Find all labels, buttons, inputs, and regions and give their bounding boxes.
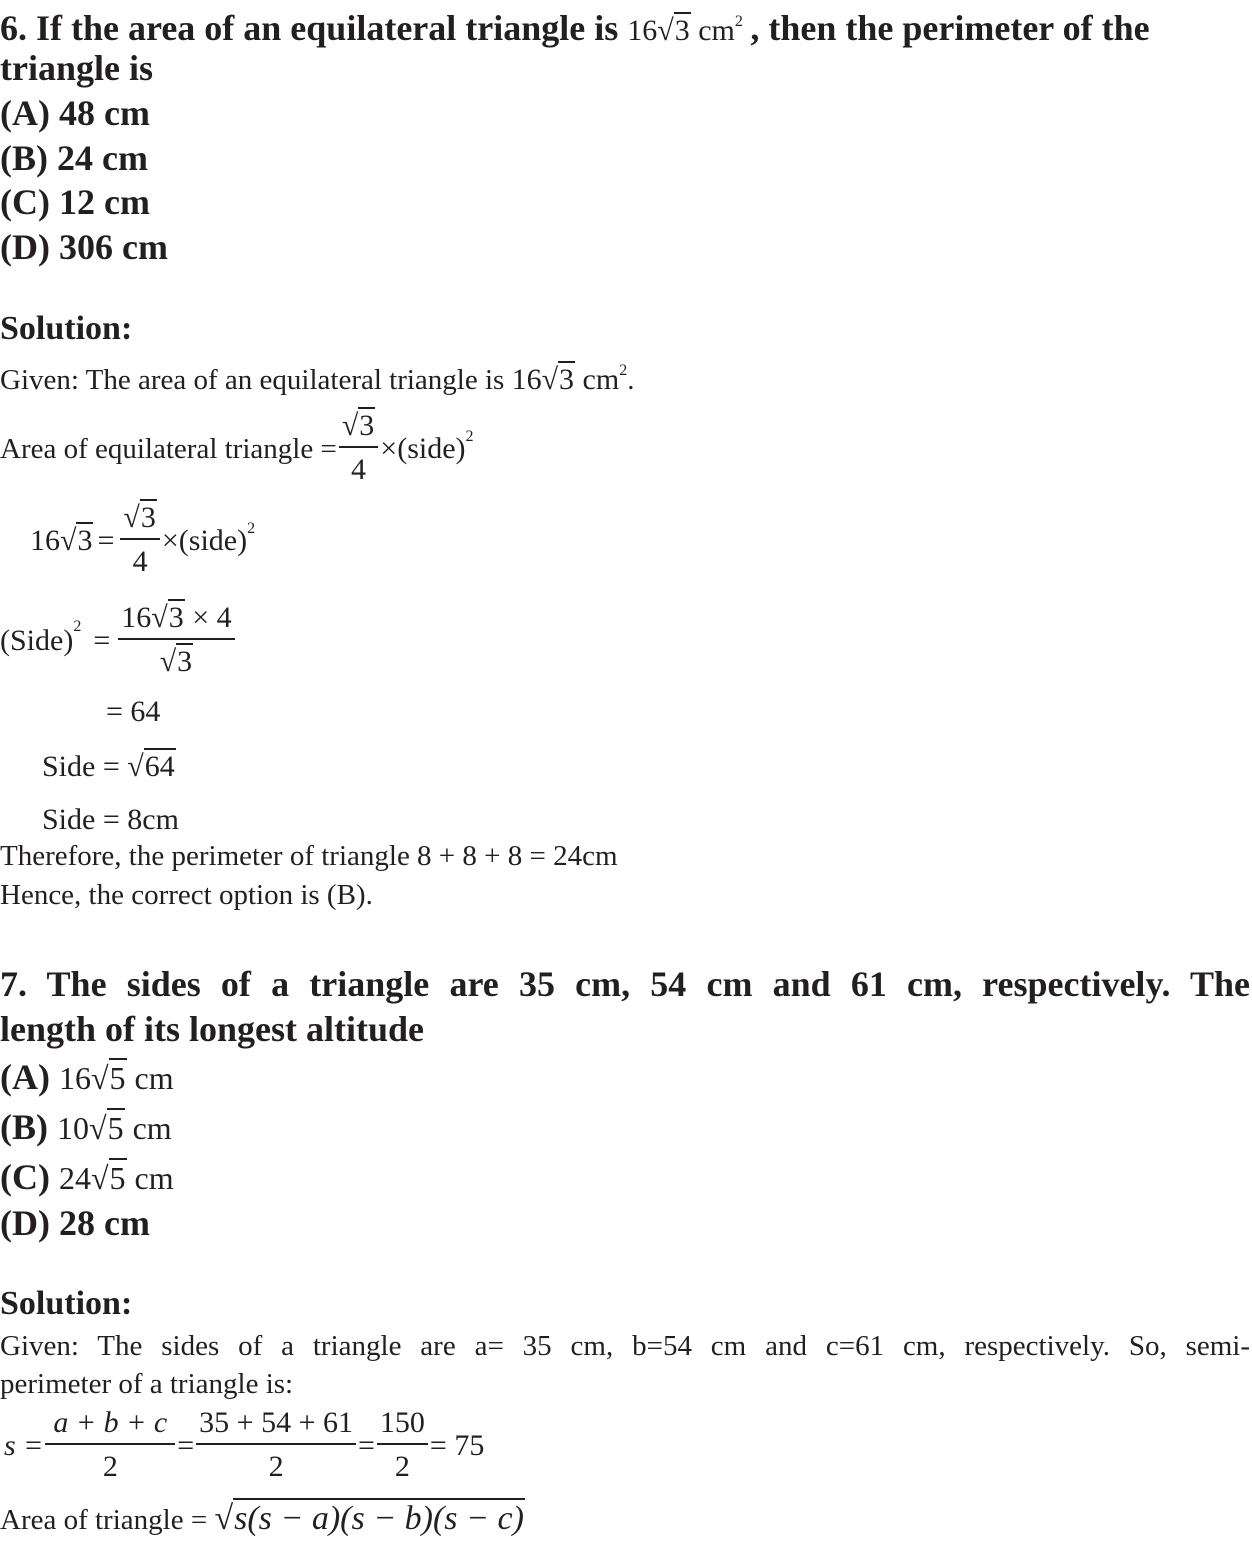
q7-solution-heading: Solution: xyxy=(0,1285,133,1322)
equals-sign: = xyxy=(358,1429,375,1462)
q6-step1 xyxy=(30,500,255,582)
radicand: 5 xyxy=(107,1110,124,1146)
q6-option-c xyxy=(0,180,150,224)
sqrt-icon: √3 xyxy=(541,363,575,396)
numerator xyxy=(118,600,234,640)
q6-area-expression xyxy=(627,14,750,47)
q7-given-line1: Given: The sides of a triangle are a= 35 cm, b=54 cm and c=61 cm, respectively. So, semi- xyxy=(0,1330,1250,1362)
radicand: 3 xyxy=(559,363,575,396)
radicand: 3 xyxy=(359,409,375,442)
exponent: 2 xyxy=(465,428,474,445)
fraction xyxy=(45,1405,175,1487)
given-text: Given: The area of an equilateral triangle is xyxy=(0,364,505,396)
q6-option-a xyxy=(0,91,150,135)
coefficient: 16 xyxy=(30,524,60,557)
q6-solution-heading: Solution: xyxy=(0,310,133,347)
numerator xyxy=(120,500,159,540)
sqrt-icon: √3 xyxy=(159,645,193,678)
sqrt-icon: √5 xyxy=(89,1110,124,1146)
sqrt-icon: √5 xyxy=(90,1060,126,1096)
q7-option-a xyxy=(0,1055,174,1100)
q6-option-d xyxy=(0,225,168,269)
coefficient: 24 xyxy=(58,1160,91,1196)
fraction xyxy=(377,1405,428,1487)
q7-option-b xyxy=(0,1105,172,1150)
sqrt-icon: √3 xyxy=(341,409,375,442)
option-value: 24 cm xyxy=(57,138,148,178)
option-label: (B) xyxy=(0,138,48,178)
q7-option-d xyxy=(0,1201,150,1245)
times-sign: × xyxy=(380,432,398,465)
fraction xyxy=(120,500,159,582)
option-label: (D) xyxy=(0,227,50,267)
denominator xyxy=(160,640,193,682)
unit: cm xyxy=(134,1060,174,1096)
numerator: a + b + c xyxy=(45,1405,175,1445)
formula-label: Area of equilateral triangle = xyxy=(0,432,337,465)
sqrt-icon: √s(s − a)(s − b)(s − c) xyxy=(214,1500,524,1537)
q6-question-text-end: , then the perimeter of the xyxy=(750,8,1150,48)
q6-therefore: Therefore, the perimeter of triangle 8 + 8 + 8 = 24cm xyxy=(0,840,618,872)
equals-sign: = xyxy=(177,1429,195,1462)
exponent: 2 xyxy=(619,362,628,379)
side-squared: (Side) xyxy=(0,624,74,657)
q6-question-line1 xyxy=(0,0,1150,53)
option-value xyxy=(57,1110,172,1146)
denominator: 4 xyxy=(351,453,367,486)
unit: cm xyxy=(134,1160,174,1196)
sqrt-icon: √3 xyxy=(151,601,184,634)
sqrt-icon: √3 xyxy=(60,524,93,557)
q6-step4 xyxy=(42,750,176,784)
coefficient: 10 xyxy=(57,1110,89,1146)
given-expression xyxy=(512,363,628,396)
times-four: × 4 xyxy=(184,601,232,634)
radicand: 3 xyxy=(177,645,193,678)
area-label: Area of triangle = xyxy=(0,1504,208,1536)
numerator: 150 xyxy=(377,1405,428,1445)
sqrt-icon: √3 xyxy=(657,14,690,47)
unit: cm xyxy=(582,363,620,396)
radicand: s(s − a)(s − b)(s − c) xyxy=(234,1500,524,1537)
unit: cm xyxy=(698,14,735,47)
denominator: 2 xyxy=(268,1450,284,1483)
denominator: 4 xyxy=(132,545,148,578)
side-term: (side) xyxy=(397,432,466,465)
q7-option-c xyxy=(0,1155,174,1200)
radicand: 64 xyxy=(144,750,175,783)
option-label: (B) xyxy=(0,1107,48,1147)
coefficient: 16 xyxy=(627,14,658,47)
q6-step3: = 64 xyxy=(106,695,161,728)
radicand: 3 xyxy=(674,14,690,47)
sqrt-icon: √3 xyxy=(123,501,156,534)
exponent: 2 xyxy=(734,13,743,30)
q6-step5: Side = 8cm xyxy=(42,803,179,836)
exponent: 2 xyxy=(247,520,256,537)
fraction xyxy=(339,408,378,490)
coefficient: 16 xyxy=(58,1060,91,1096)
q6-given xyxy=(0,362,634,397)
option-value xyxy=(59,1160,174,1196)
option-label: (C) xyxy=(0,1157,50,1197)
option-value: 12 cm xyxy=(58,182,150,222)
option-label: (A) xyxy=(0,93,50,133)
q7-question-line1: 7. The sides of a triangle are 35 cm, 54 cm and 61 cm, respectively. The xyxy=(0,964,1250,1004)
exponent: 2 xyxy=(73,618,82,635)
radicand: 3 xyxy=(140,501,156,534)
q7-given-line2: perimeter of a triangle is: xyxy=(0,1368,294,1400)
q6-formula xyxy=(0,408,474,490)
radicand: 3 xyxy=(77,524,93,557)
radicand: 5 xyxy=(109,1060,126,1096)
q6-step2 xyxy=(0,600,237,682)
option-label: (D) xyxy=(0,1203,50,1243)
q6-hence: Hence, the correct option is (B). xyxy=(0,879,373,911)
result: = 75 xyxy=(429,1429,485,1462)
sqrt-icon: √64 xyxy=(127,750,175,783)
coefficient: 16 xyxy=(121,601,152,634)
equals-sign: = xyxy=(97,524,115,557)
q7-semi-perimeter xyxy=(4,1405,484,1487)
radicand: 3 xyxy=(168,601,184,634)
fraction xyxy=(196,1405,356,1487)
option-label: (C) xyxy=(0,182,50,222)
q6-question-text: 6. If the area of an equilateral triangle is xyxy=(0,8,619,48)
radicand: 5 xyxy=(109,1160,126,1196)
option-value xyxy=(59,1060,174,1096)
option-label: (A) xyxy=(0,1057,50,1097)
sqrt-icon: √5 xyxy=(90,1160,126,1196)
q6-question-line2: triangle is xyxy=(0,48,153,88)
s-label: s = xyxy=(4,1429,44,1462)
q6-option-b xyxy=(0,136,148,180)
q7-area-formula xyxy=(0,1500,525,1538)
unit: cm xyxy=(132,1110,172,1146)
fraction xyxy=(118,600,234,682)
option-value: 306 cm xyxy=(58,227,168,267)
side-term: ×(side) xyxy=(161,524,248,557)
period: . xyxy=(627,364,635,396)
option-value: 48 cm xyxy=(58,93,150,133)
q7-question-line2: length of its longest altitude xyxy=(0,1009,425,1049)
option-value: 28 cm xyxy=(58,1203,150,1243)
denominator: 2 xyxy=(102,1450,118,1483)
equals-sign: = xyxy=(93,624,111,657)
side-label: Side = xyxy=(42,750,120,783)
denominator: 2 xyxy=(394,1450,410,1483)
numerator: 35 + 54 + 61 xyxy=(196,1405,356,1445)
coefficient: 16 xyxy=(511,363,542,396)
numerator xyxy=(339,408,378,448)
